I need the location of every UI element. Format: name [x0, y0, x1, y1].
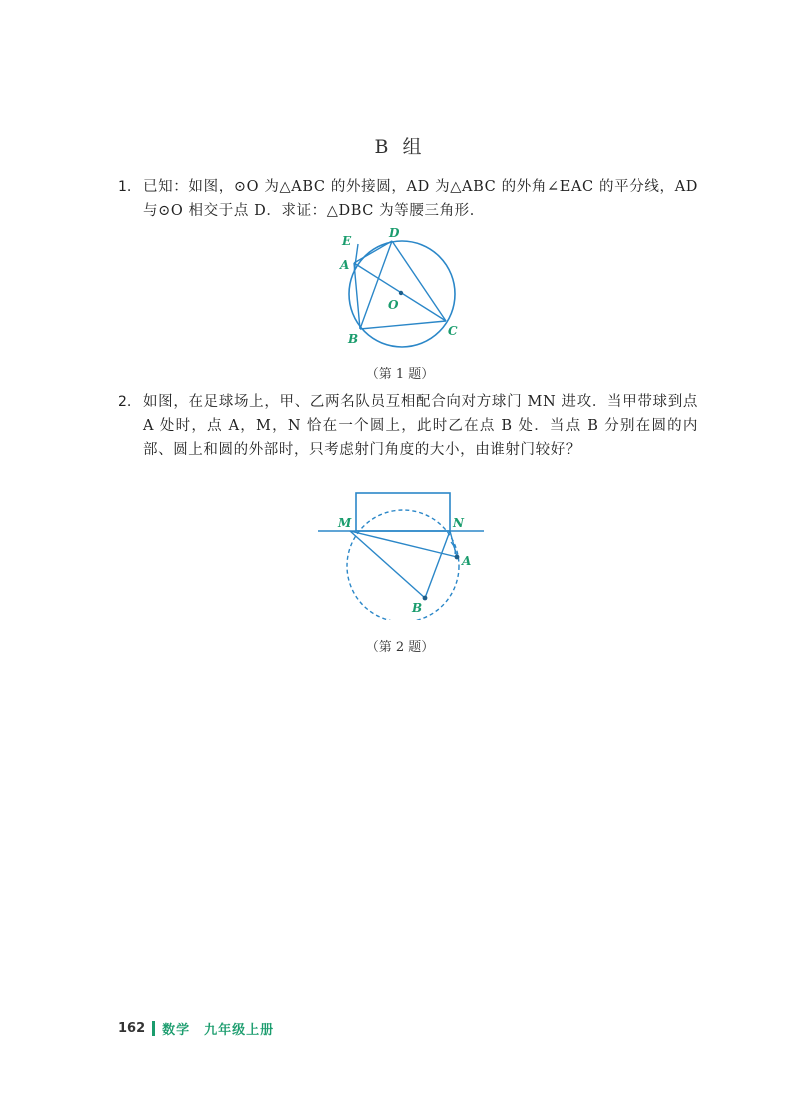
fig2-line-na: [450, 531, 457, 557]
page-footer: [118, 1018, 274, 1038]
fig2-dashed-circle: [347, 510, 459, 620]
section-title: B 组: [374, 136, 426, 158]
footer-divider: [152, 1021, 155, 1036]
problem-2-number: 2.: [118, 394, 132, 410]
fig2-label-m: M: [338, 516, 352, 530]
fig2-label-a: A: [462, 554, 472, 568]
problem-2-text: 如图，在足球场上，甲、乙两名队员互相配合向对方球门 MN 进攻．当甲带球到点 A 处时，点 A，M，N 恰在一个圆上，此时乙在点 B 处．当点 B 分别在圆的内部、圆上和圆的外部时，只考虑射门角度的大小，由谁射门较好？: [143, 394, 698, 458]
fig1-label-a: A: [340, 258, 350, 272]
fig1-label-b: B: [348, 332, 359, 346]
fig1-line-db: [360, 241, 392, 329]
fig2-label-n: N: [453, 516, 464, 530]
fig2-goal-box: [356, 493, 450, 531]
fig1-line-ad: [354, 241, 392, 263]
fig1-label-c: C: [448, 324, 458, 338]
figure-2-caption: （第 2 题）: [365, 640, 435, 655]
fig1-line-bc: [360, 321, 446, 329]
fig2-line-nb: [425, 531, 450, 598]
problem-1: [118, 175, 698, 223]
book-title: 数学 九年级上册: [162, 1022, 275, 1038]
fig2-label-b: B: [412, 601, 423, 615]
fig1-label-e: E: [342, 234, 352, 248]
fig2-point-b: [423, 596, 428, 601]
fig2-line-ma: [350, 531, 457, 557]
figure-1-circumcircle-diagram: [330, 225, 470, 350]
fig1-label-d: D: [389, 226, 400, 240]
problem-1-text: 已知：如图，⊙O 为△ABC 的外接圆，AD 为△ABC 的外角∠EAC 的平分线，AD 与⊙O 相交于点 D．求证：△DBC 为等腰三角形．: [143, 179, 698, 219]
fig1-label-o: O: [388, 298, 399, 312]
fig1-line-dc: [392, 241, 446, 321]
fig2-angle-arc: [451, 542, 455, 554]
page-number: 162: [118, 1020, 146, 1036]
fig2-line-mb: [350, 531, 425, 598]
problem-2: [118, 390, 698, 462]
problem-1-number: 1.: [118, 179, 132, 195]
figure-1-caption: （第 1 题）: [365, 367, 435, 382]
fig1-center-point: [399, 291, 403, 295]
figure-2-soccer-goal-diagram: [310, 486, 490, 620]
fig2-point-a: [455, 555, 460, 560]
